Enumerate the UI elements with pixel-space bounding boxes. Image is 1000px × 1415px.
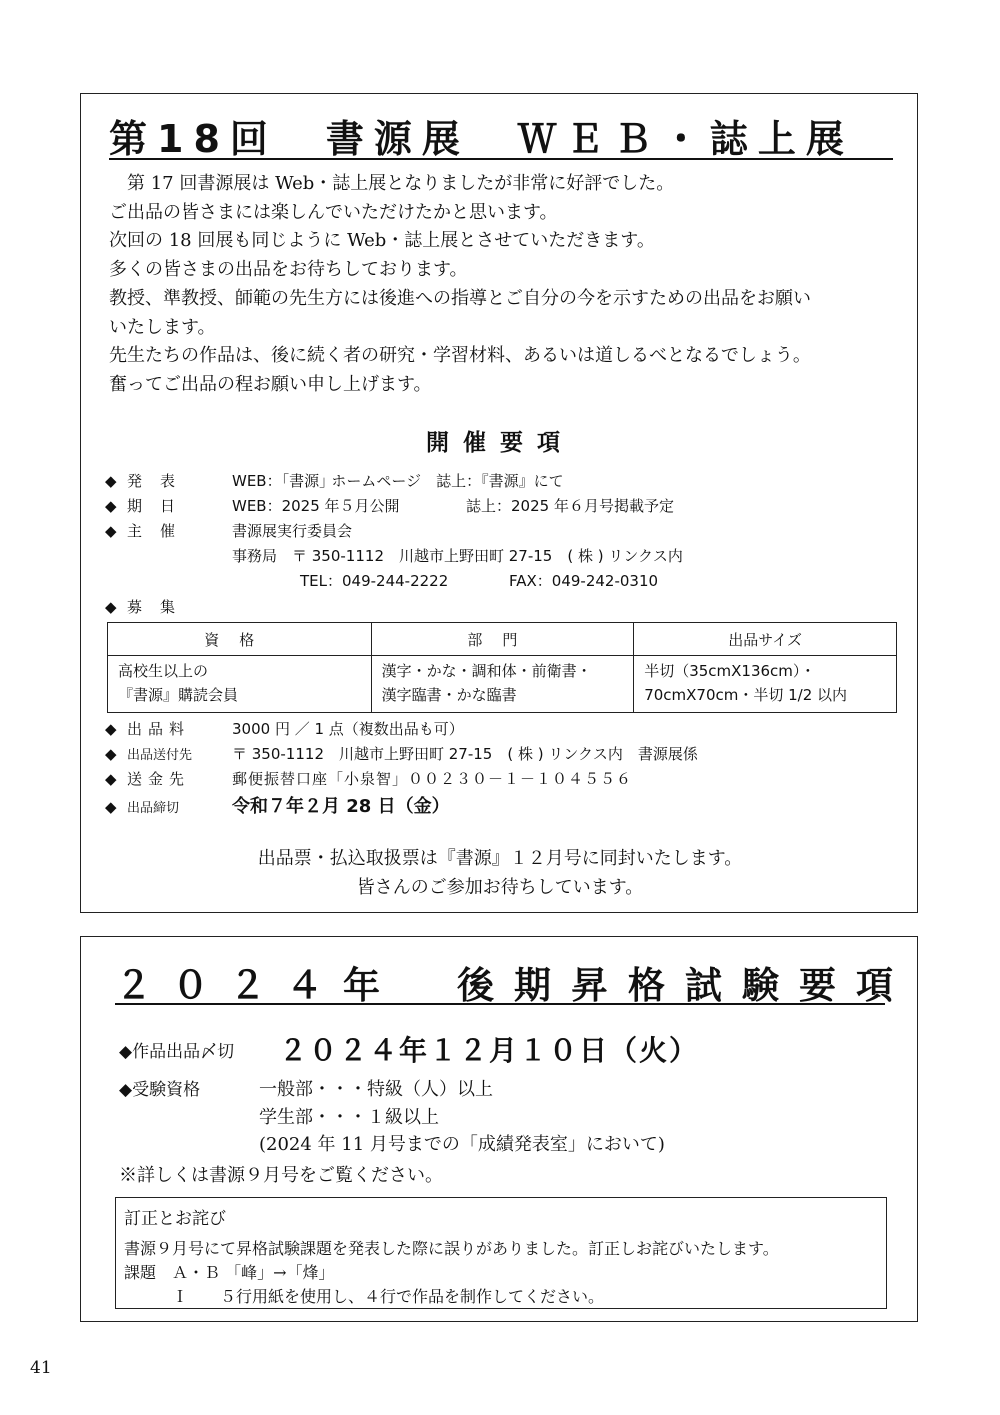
cell-line: 70cmX70cm・半切 1/2 以内 <box>644 686 848 704</box>
intro-paragraph <box>109 170 909 400</box>
intro-line: ご出品の皆さまには楽しんでいただけたかと思います。 <box>109 201 558 223</box>
errata-line: 課題 Ａ・Ｂ 「峰」→「烽」 <box>124 1263 335 1282</box>
ship-value: 〒 350-1112 川越市上野田町 27-15 ( 株 ) リンクス内 書源展係 <box>232 745 698 763</box>
diamond-icon: ◆ <box>105 770 117 788</box>
exhibition-section <box>80 93 918 913</box>
table-row <box>108 656 897 713</box>
column-header: 部門 <box>371 623 634 656</box>
host-value: 書源展実行委員会 <box>232 522 353 540</box>
exam-deadline-row <box>119 1029 699 1069</box>
qualification-line: 一般部・・・特級（人）以上 <box>259 1079 493 1100</box>
errata-title: 訂正とお詫び <box>124 1209 226 1229</box>
exam-deadline-label: ◆作品出品〆切 <box>119 1041 235 1062</box>
exhibition-title: 第18回 書源展 ＷＥＢ・誌上展 <box>109 108 893 160</box>
column-header: 資格 <box>108 623 372 656</box>
host-row <box>105 520 352 541</box>
exam-deadline-value: ２０２４年１２月１０日（火） <box>279 1034 700 1067</box>
intro-line: 先生たちの作品は、後に続く者の研究・学習材料、あるいは道しるべとなるでしょう。 <box>109 345 811 367</box>
table-header-row <box>108 623 897 656</box>
date-web: WEB：2025 年５月公開 <box>232 497 400 515</box>
closing-line: 皆さんのご参加お待ちしています。 <box>356 877 644 898</box>
exam-section <box>80 936 918 1322</box>
table-cell <box>108 656 372 713</box>
diamond-icon: ◆ <box>105 472 117 490</box>
date-row <box>105 495 674 516</box>
fee-value: 3000 円 ／ 1 点（複数出品も可） <box>232 720 464 738</box>
cell-line: 漢字臨書・かな臨書 <box>381 686 517 704</box>
intro-line: 多くの皆さまの出品をお待ちしております。 <box>109 259 468 281</box>
announce-label: 発表 <box>127 472 194 490</box>
intro-line: 次回の 18 回展も同じように Web・誌上展とさせていただきます。 <box>109 230 655 252</box>
ship-label: 出品送付先 <box>127 748 193 763</box>
deadline-value: 令和７年２月 28 日（金） <box>232 796 450 817</box>
cell-line: 『書源』購読会員 <box>118 686 239 704</box>
recruit-label: 募集 <box>127 598 194 616</box>
cell-line: 漢字・かな・調和体・前衛書・ <box>381 662 592 680</box>
fee-row <box>105 718 464 739</box>
office-address: 事務局 〒 350-1112 川越市上野田町 27-15 ( 株 ) リンクス内 <box>232 547 683 565</box>
errata-line: 書源９月号にて昇格試験課題を発表した際に誤りがありました。訂正しお詫びいたします。 <box>124 1239 779 1258</box>
diamond-icon: ◆ <box>105 497 117 515</box>
page-number: 41 <box>30 1358 52 1378</box>
date-label: 期日 <box>127 497 194 515</box>
remit-row <box>105 768 632 789</box>
diamond-icon: ◆ <box>105 522 117 540</box>
diamond-icon: ◆ <box>105 598 117 616</box>
deadline-row <box>105 792 450 818</box>
intro-line: いたします。 <box>109 316 216 338</box>
cell-line: 半切（35cmX136cm）・ <box>644 662 816 680</box>
announce-value: WEB：｢書源｣ ホームページ 誌上：『書源』にて <box>232 472 564 490</box>
host-label: 主催 <box>127 522 194 540</box>
table-cell <box>634 656 897 713</box>
remit-label: 送金先 <box>127 770 191 788</box>
requirements-table <box>107 622 897 713</box>
errata-box <box>115 1197 887 1309</box>
tel-number: TEL：049-244-2222 <box>300 572 449 590</box>
intro-line: 奮ってご出品の程お願い申し上げます。 <box>109 373 432 395</box>
qualification-line: (2024 年 11 月号までの「成績発表室」において) <box>259 1134 665 1155</box>
diamond-icon: ◆ <box>105 720 117 738</box>
table-cell <box>371 656 634 713</box>
errata-line: Ｉ ５行用紙を使用し、４行で作品を制作してください。 <box>124 1287 605 1306</box>
qualification-line: 学生部・・・１級以上 <box>259 1107 439 1128</box>
fax-number: FAX：049-242-0310 <box>509 572 659 590</box>
exam-title: ２０２４年 後期昇格試験要項 <box>115 955 885 1005</box>
intro-line: 第 17 回書源展は Web・誌上展となりましたが非常に好評でした。 <box>109 173 675 194</box>
column-header: 出品サイズ <box>634 623 897 656</box>
date-print: 誌上：2025 年６月号掲載予定 <box>466 497 674 515</box>
ship-row <box>105 743 698 764</box>
qualification-label: ◆受験資格 <box>119 1080 201 1100</box>
closing-text <box>81 844 919 902</box>
announce-row <box>105 470 564 491</box>
outline-heading: 開催要項 <box>426 430 574 456</box>
deadline-label: 出品締切 <box>127 801 180 816</box>
intro-line: 教授、準教授、師範の先生方には後進への指導とご自分の今を示すための出品をお願い <box>109 287 811 309</box>
details-note: ※詳しくは書源９月号をご覧ください。 <box>119 1165 443 1186</box>
diamond-icon: ◆ <box>105 745 117 763</box>
diamond-icon: ◆ <box>105 798 117 816</box>
cell-line: 高校生以上の <box>118 662 209 680</box>
closing-line: 出品票・払込取扱票は『書源』１２月号に同封いたします。 <box>257 848 743 869</box>
recruit-row <box>105 596 232 617</box>
remit-value: 郵便振替口座「小泉智」００２３０－１－１０４５５６ <box>232 770 633 788</box>
fee-label: 出品料 <box>127 720 191 738</box>
qualification-row <box>119 1075 493 1101</box>
